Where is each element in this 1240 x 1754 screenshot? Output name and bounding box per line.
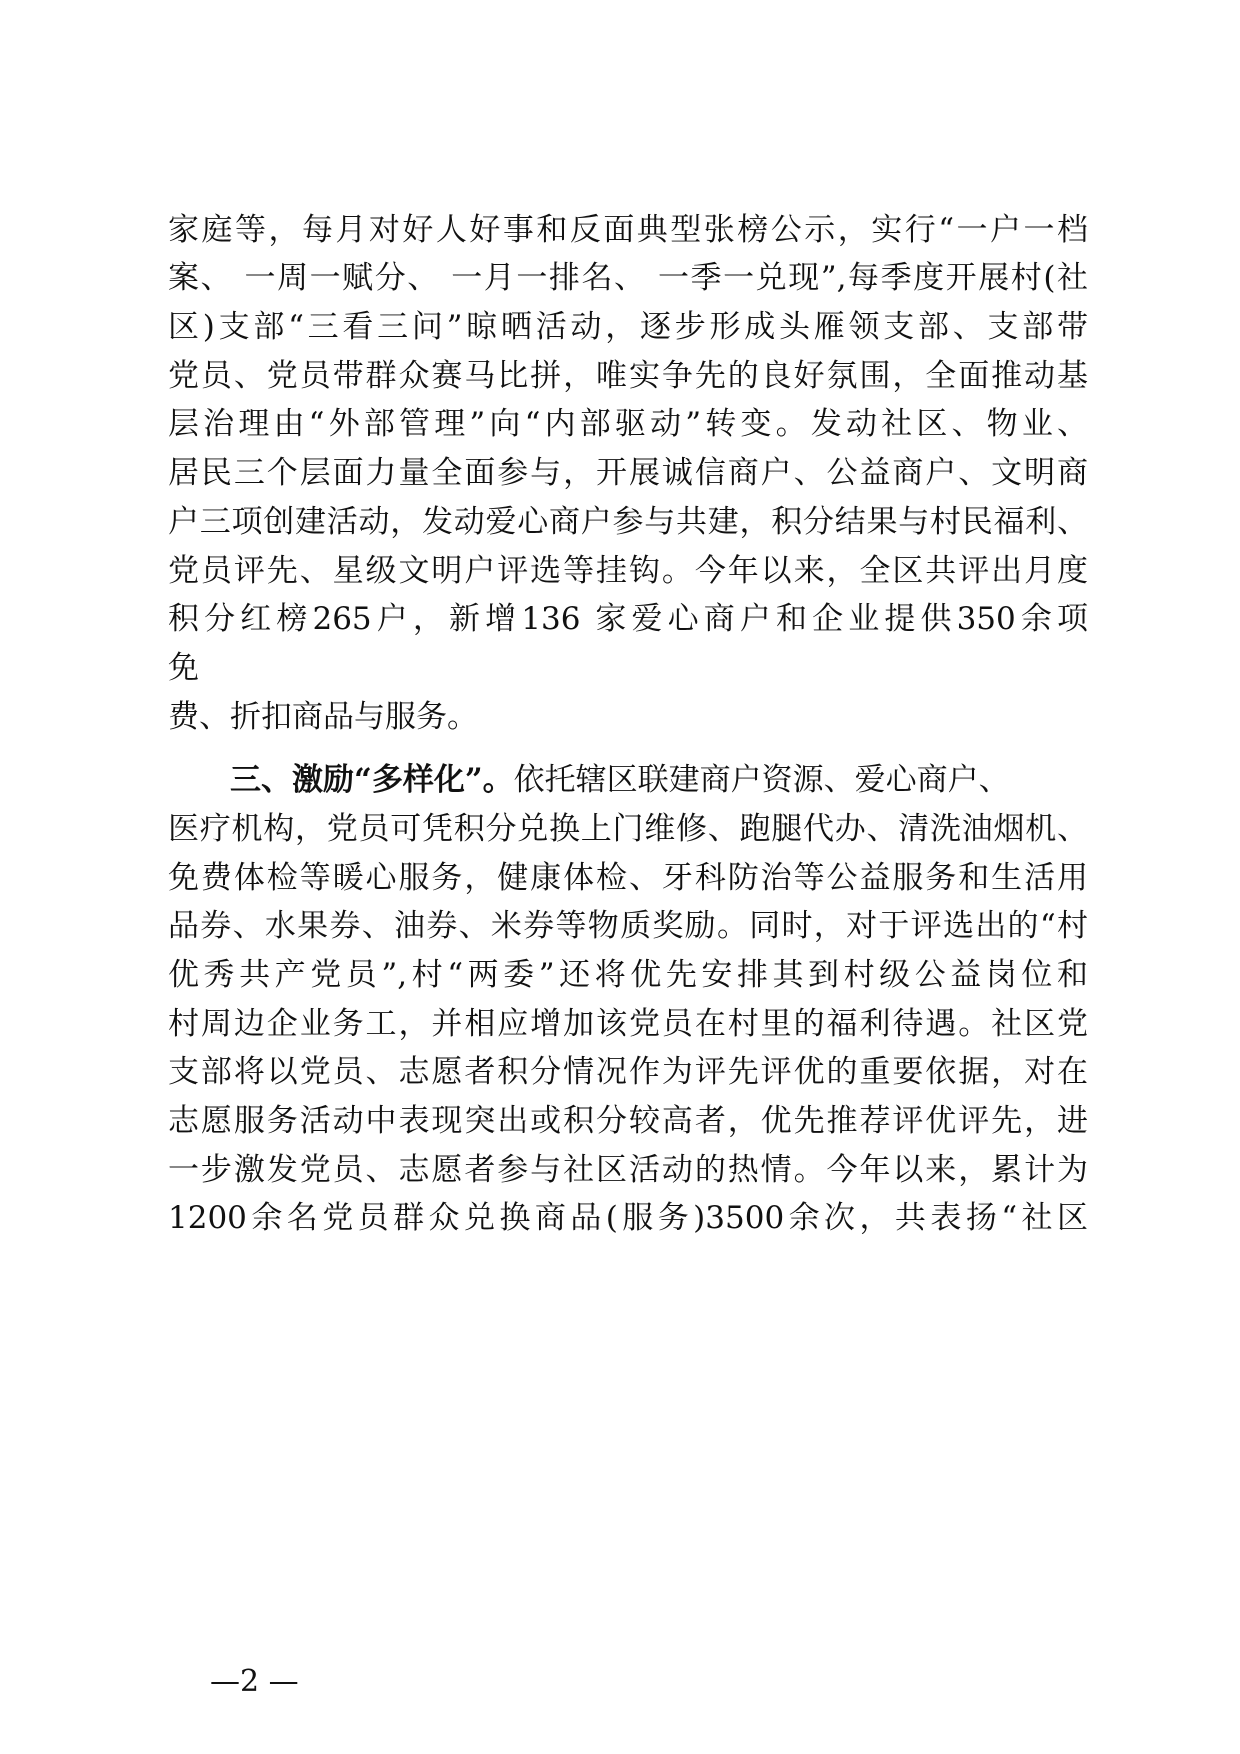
paragraph-1-line-4: 党员、党员带群众赛马比拼，唯实争先的良好氛围，全面推动基 xyxy=(168,358,1088,394)
paragraph-2-line-1-text: 依托辖区联建商户资源、爱心商户、 xyxy=(513,762,1010,798)
paragraph-2-line-1 xyxy=(230,760,1088,800)
paragraph-1-line-11: 费、折扣商品与服务。 xyxy=(168,699,478,735)
paragraph-1-line-5: 层治理由“外部管理”向“内部驱动”转变。发动社区、物业、 xyxy=(168,406,1088,442)
paragraph-2-line-5: 优秀共产党员”,村“两委”还将优先安排其到村级公益岗位和 xyxy=(168,957,1088,993)
paragraph-2-line-3: 免费体检等暖心服务，健康体检、牙科防治等公益服务和生活用 xyxy=(168,860,1088,896)
paragraph-1-line-7: 户三项创建活动，发动爱心商户参与共建，积分结果与村民福利、 xyxy=(168,504,1088,540)
paragraph-2-line-8: 志愿服务活动中表现突出或积分较高者，优先推荐评优评先，进 xyxy=(168,1103,1088,1139)
paragraph-1-line-3: 区)支部“三看三问”晾晒活动，逐步形成头雁领支部、支部带 xyxy=(168,309,1088,345)
paragraph-2-line-2: 医疗机构，党员可凭积分兑换上门维修、跑腿代办、清洗油烟机、 xyxy=(168,811,1088,847)
paragraph-2-line-10: 1200余名党员群众兑换商品(服务)3500余次，共表扬“社区 xyxy=(168,1200,1088,1236)
page-number: —2 — xyxy=(210,1664,299,1699)
paragraph-1-line-6: 居民三个层面力量全面参与，开展诚信商户、公益商户、文明商 xyxy=(168,455,1088,491)
paragraph-1-line-9: 积分红榜265户，新增136 家爱心商户和企业提供350余项 xyxy=(168,601,1088,637)
paragraph-1-line-2: 案、 一周一赋分、 一月一排名、 一季一兑现”,每季度开展村(社 xyxy=(168,260,1088,296)
paragraph-1-line-8: 党员评先、星级文明户评选等挂钩。今年以来，全区共评出月度 xyxy=(168,553,1088,589)
paragraph-2-line-4: 品券、水果券、油券、米券等物质奖励。同时，对于评选出的“村 xyxy=(168,908,1088,944)
paragraph-2-line-6: 村周边企业务工，并相应增加该党员在村里的福利待遇。社区党 xyxy=(168,1006,1088,1042)
paragraph-1-line-10: 免 xyxy=(168,650,199,686)
paragraph-1-line-1: 家庭等，每月对好人好事和反面典型张榜公示，实行“一户一档 xyxy=(168,212,1088,248)
section-heading: 三、激励“多样化”。 xyxy=(230,762,514,798)
paragraph-2-line-7: 支部将以党员、志愿者积分情况作为评先评优的重要依据，对在 xyxy=(168,1054,1088,1090)
paragraph-2-line-9: 一步激发党员、志愿者参与社区活动的热情。今年以来，累计为 xyxy=(168,1152,1088,1188)
